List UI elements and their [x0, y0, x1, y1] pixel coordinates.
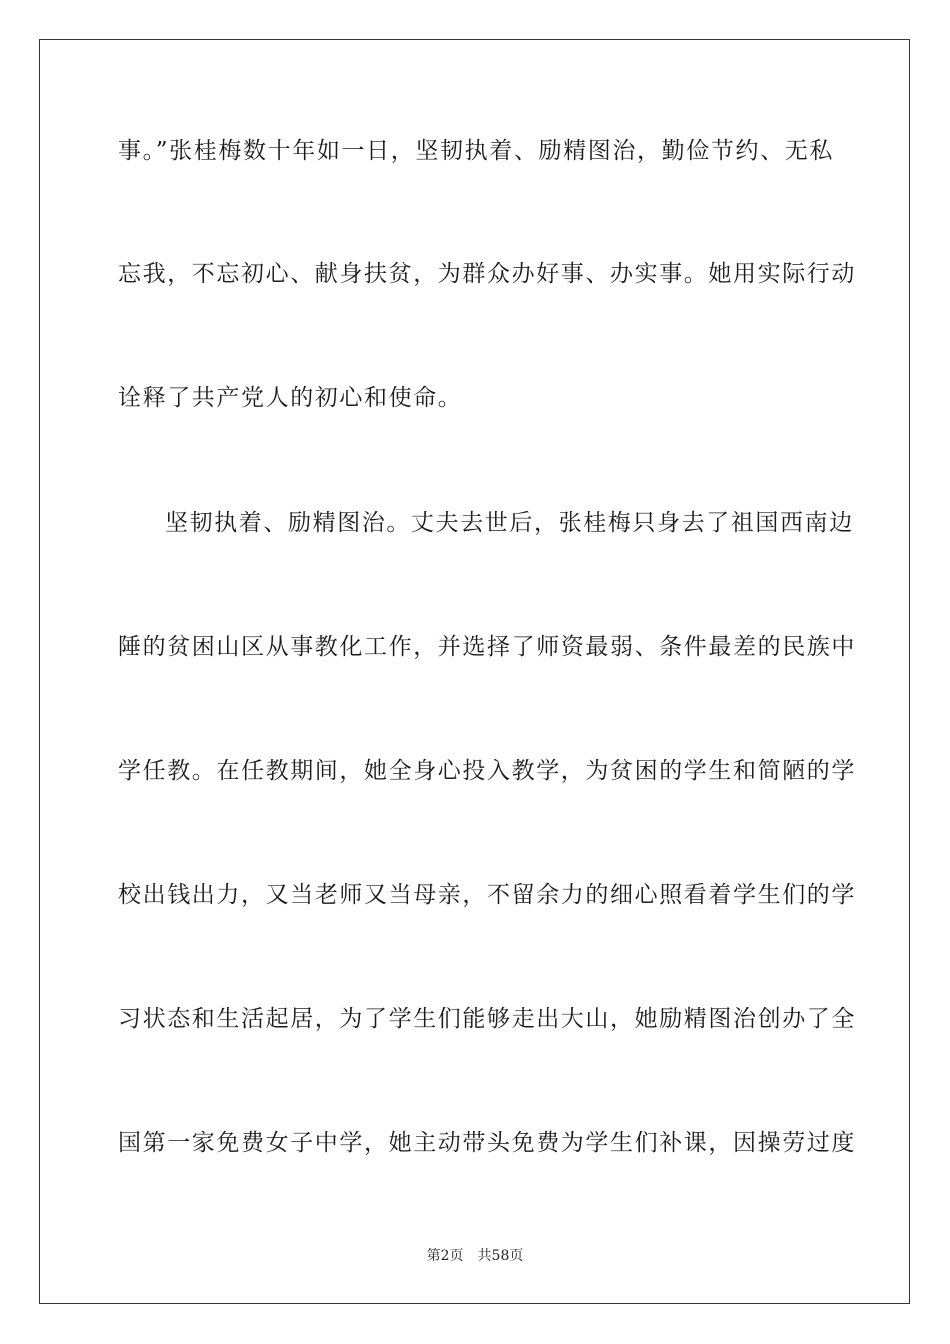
paragraph-line-3: 诠释了共产党人的初心和使命。: [118, 385, 463, 411]
paragraph-line-5: 陲的贫困山区从事教化工作，并选择了师资最弱、条件最差的民族中: [118, 634, 856, 660]
paragraph-line-4: 坚韧执着、励精图治。丈夫去世后，张桂梅只身去了祖国西南边: [165, 510, 854, 536]
total-pages: 共58页: [477, 1248, 524, 1264]
paragraph-line-1: 事。”张桂梅数十年如一日，坚韧执着、励精图治，勤俭节约、无私: [118, 138, 834, 164]
page-number: 第2页: [426, 1248, 464, 1264]
paragraph-line-8: 习状态和生活起居，为了学生们能够走出大山，她励精图治创办了全: [118, 1006, 856, 1032]
paragraph-line-7: 校出钱出力，又当老师又当母亲，不留余力的细心照看着学生们的学: [118, 882, 856, 908]
page-border: [39, 39, 910, 1304]
paragraph-line-2: 忘我，不忘初心、献身扶贫，为群众办好事、办实事。她用实际行动: [118, 261, 856, 287]
paragraph-line-9: 国第一家免费女子中学，她主动带头免费为学生们补课，因操劳过度: [118, 1130, 856, 1156]
paragraph-line-6: 学任教。在任教期间，她全身心投入教学，为贫困的学生和简陋的学: [118, 758, 856, 784]
page-footer: [0, 1247, 950, 1265]
